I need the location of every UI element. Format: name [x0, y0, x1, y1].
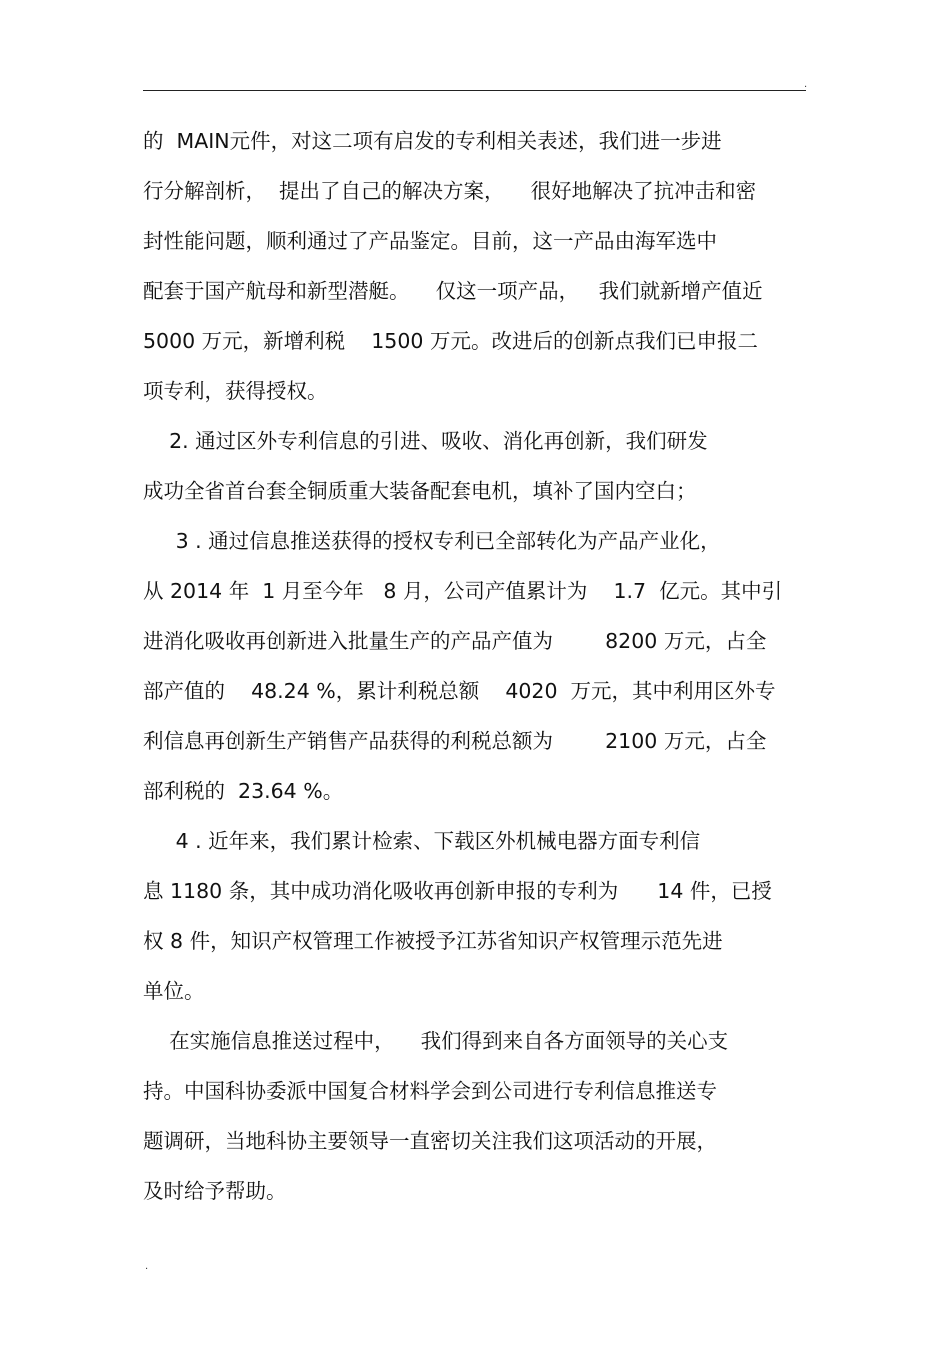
top-corner-mark: .: [804, 79, 808, 90]
body-line: 5000 万元，新增利税 1500 万元。改进后的创新点我们已申报二: [143, 329, 758, 353]
body-line: 的 MAIN元件，对这二项有启发的专利相关表述，我们进一步进: [143, 129, 722, 153]
body-line: 成功全省首台套全铜质重大装备配套电机，填补了国内空白；: [143, 479, 697, 503]
body-line: 在实施信息推送过程中， 我们得到来自各方面领导的关心支: [143, 1029, 729, 1053]
body-line: 部利税的 23.64 %。: [143, 779, 344, 803]
body-line: 息 1180 条，其中成功消化吸收再创新申报的专利为 14 件，已授: [143, 879, 772, 903]
body-line: 行分解剖析， 提出了自己的解决方案， 很好地解决了抗冲击和密: [143, 179, 757, 203]
body-line: 利信息再创新生产销售产品获得的利税总额为 2100 万元，占全: [143, 729, 767, 753]
body-line: 权 8 件，知识产权管理工作被授予江苏省知识产权管理示范先进: [143, 929, 723, 953]
body-line: 题调研，当地科协主要领导一直密切关注我们这项活动的开展，: [143, 1129, 717, 1153]
body-line: 4 . 近年来，我们累计检索、下载区外机械电器方面专利信: [143, 829, 701, 853]
body-line: 2. 通过区外专利信息的引进、吸收、消化再创新，我们研发: [143, 429, 708, 453]
body-line: 及时给予帮助。: [143, 1179, 287, 1203]
body-line: 封性能问题，顺利通过了产品鉴定。目前，这一产品由海军选中: [143, 229, 717, 253]
body-line: 进消化吸收再创新进入批量生产的产品产值为 8200 万元，占全: [143, 629, 767, 653]
body-line: 配套于国产航母和新型潜艇。 仅这一项产品， 我们就新增产值近: [143, 279, 763, 303]
body-line: 持。中国科协委派中国复合材料学会到公司进行专利信息推送专: [143, 1079, 717, 1103]
body-line: 项专利，获得授权。: [143, 379, 328, 403]
header-rule: [143, 90, 806, 91]
body-line: 3 . 通过信息推送获得的授权专利已全部转化为产品产业化，: [143, 529, 721, 553]
bottom-corner-mark: .: [145, 1261, 149, 1272]
body-line: 部产值的 48.24 %，累计利税总额 4020 万元，其中利用区外专: [143, 679, 776, 703]
body-line: 从 2014 年 1 月至今年 8 月，公司产值累计为 1.7 亿元。其中引: [143, 579, 783, 603]
body-line: 单位。: [143, 979, 205, 1003]
